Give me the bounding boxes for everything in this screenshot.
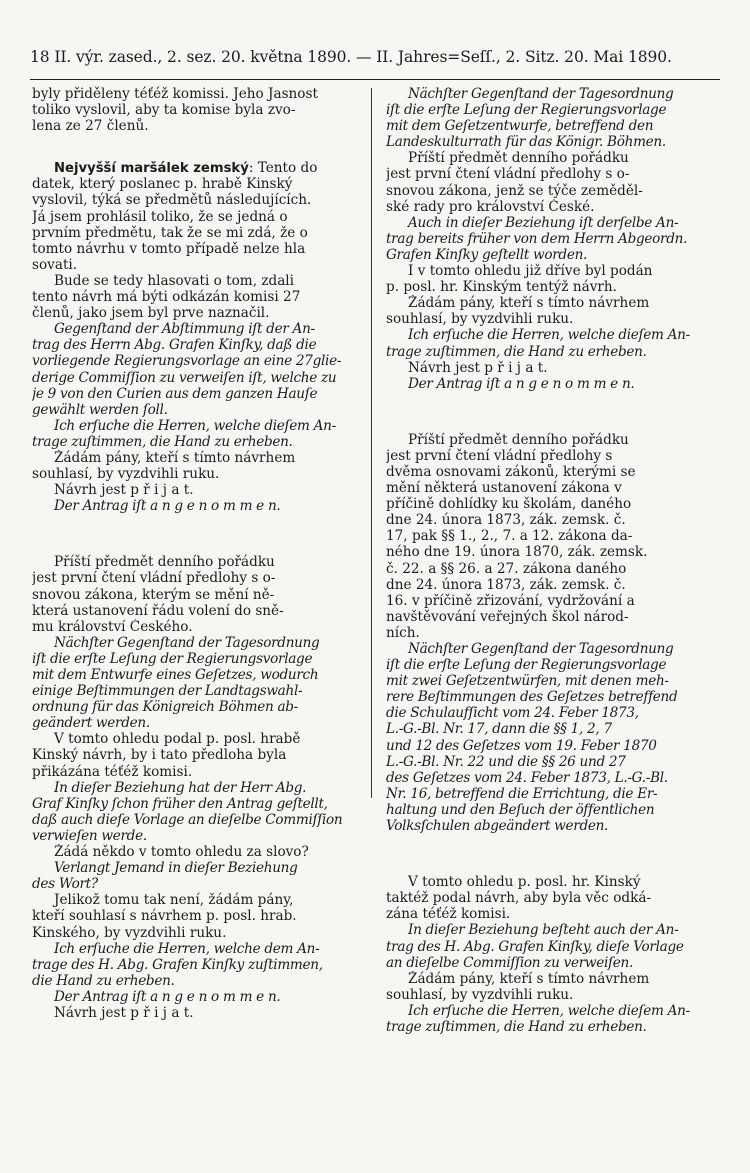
text-line: byly přiděleny téťéž komissi. Jeho Jasnost [32,86,318,102]
text-line: souhlasí, by vyzdvihli ruku. [386,311,574,328]
text-line: p. posl. hr. Kinským tentýž návrh. [386,279,617,296]
fraktur-text-line: mit dem Entwurfe eines Geſetzes, wodurch [32,667,319,683]
fraktur-text-line: derige Commiſſion zu verweiſen iſt, welche zu [32,369,337,386]
text-line: V tomto ohledu p. posl. hr. Kinský [408,874,641,891]
text-line: Kinský návrh, by i tato předloha byla [32,747,287,764]
text-line: 17, pak §§ 1., 2., 7. a 12. zákona da- [386,528,633,545]
fraktur-text-line: trag des Herrn Abg. Grafen Kinſky, daß die [32,337,317,354]
text-line: dvěma osnovami zákonů, kterými se [386,463,636,480]
text-line: zána téťéž komisi. [386,906,511,923]
fraktur-text-line: daß auch dieſe Vorlage an dieſelbe Commiſſion [32,811,343,828]
fraktur-text-line: je 9 von den Curien aus dem ganzen Hauſe [32,385,318,402]
text-line: prvním předmětu, tak že se mi zdá, že o [32,224,308,241]
text-line: dne 24. února 1873, zák. zemsk. č. [386,576,626,593]
text-line: taktéž podal návrh, aby byla věc odká- [386,890,652,907]
fraktur-text-line: Nächſter Gegenſtand der Tagesordnung [408,86,674,102]
text-line: vyslovil, týká se předmětů následujících. [32,192,312,209]
text-line: jest první čtení vládní předlohy s o- [386,166,630,183]
speech-text: : Tento do [248,160,318,177]
text-line: která ustanovení řádu volení do sně- [32,602,284,619]
fraktur-text-line: haltung und den Beſuch der öffentlichen [386,801,655,818]
text-line: tento návrh má býti odkázán komisi 27 [32,289,301,306]
fraktur-text-line: Landeskulturrath für das Königr. Böhmen. [386,134,666,151]
running-header: 18 II. výr. zased., 2. sez. 20. května 1890. — II. Jahres=Seſſ., 2. Sitz. 20. Mai 1890. [30,48,672,66]
fraktur-text-line: an dieſelbe Commiſſion zu verweiſen. [386,954,633,971]
text-line: dne 24. února 1873, zák. zemsk. č. [386,512,626,529]
fraktur-text-line: trage zuſtimmen, die Hand zu erheben. [386,343,647,360]
text-line: Žádá někdo v tomto ohledu za slovo? [54,844,309,861]
column-divider [371,88,372,798]
text-line: snovou zákona, kterým se mění ně- [32,586,275,603]
fraktur-text-line: verwieſen werde. [32,827,147,844]
text-line: V tomto ohledu podal p. posl. hrabě [54,731,301,748]
paragraph-gap [386,392,721,432]
fraktur-text-line: In dieſer Beziehung beſteht auch der An- [408,922,679,939]
header-rule [30,79,720,80]
fraktur-text-line: mit zwei Geſetzentwürfen, mit denen meh- [386,673,669,690]
text-line: snovou zákona, jenž se týče zeměděl- [386,182,643,199]
fraktur-text-line: L.-G.-Bl. Nr. 17, dann die §§ 1, 2, 7 [386,721,612,738]
fraktur-text-line: Ich erſuche die Herren, welche dieſem An- [408,327,690,344]
fraktur-text-line: iſt die erſte Leſung der Regierungsvorlage [386,102,667,119]
fraktur-text-line: geändert werden. [32,715,150,732]
text-line: Příští předmět denního pořádku [408,431,629,448]
text-line: souhlasí, by vyzdvihli ruku. [386,986,574,1003]
fraktur-text-line: vorliegende Regierungsvorlage an eine 27glie- [32,353,342,370]
fraktur-text-line: des Geſetzes vom 24. Feber 1873, L.-G.-Bl. [386,769,668,786]
fraktur-text-line: Der Antrag iſt a n g e n o m m e n. [408,375,635,392]
text-line: kteří souhlasí s návrhem p. posl. hrab. [32,908,297,925]
text-line: Návrh jest p ř i j a t. [54,482,194,499]
text-line: Příští předmět denního pořádku [408,150,629,167]
fraktur-text-line: trage des H. Abg. Grafen Kinſky zuſtimmen, [32,956,323,973]
fraktur-text-line: Der Antrag iſt a n g e n o m m e n. [54,988,281,1005]
fraktur-text-line: trage zuſtimmen, die Hand zu erheben. [386,1018,647,1035]
fraktur-text-line: In dieſer Beziehung hat der Herr Abg. [54,779,307,796]
fraktur-text-line: des Wort? [32,876,98,893]
text-line: Žádám pány, kteří s tímto návrhem [408,970,650,987]
text-line: Příští předmět denního pořádku [54,554,275,571]
fraktur-text-line: Gegenſtand der Abſtimmung iſt der An- [54,321,315,338]
fraktur-text-line: trag bereits früher von dem Herrn Abgeordn. [386,230,688,247]
fraktur-text-line: Grafen Kinſky geſtellt worden. [386,246,588,263]
paragraph-gap [386,834,721,874]
text-line: tomto návrhu v tomto případě nelze hla [32,240,306,257]
fraktur-text-line: Ich erſuche die Herren, welche dem An- [54,940,320,957]
fraktur-text-line: Graf Kinſky ſchon früher den Antrag geſtellt, [32,795,328,812]
text-line: mění některá ustanovení zákona v [386,480,622,497]
text-line: datek, který poslanec p. hrabě Kinský [32,176,293,193]
text-line: Návrh jest p ř i j a t. [54,1004,194,1021]
text-line: navštěvování veřejných škol národ- [386,608,629,625]
fraktur-text-line: und 12 des Geſetzes vom 19. Feber 1870 [386,737,657,754]
text-line: sovati. [32,256,78,273]
fraktur-text-line: ordnung für das Königreich Böhmen ab- [32,699,298,716]
text-line: 16. v příčině zřizování, vydržování a [386,592,635,609]
fraktur-text-line: Verlangt Jemand in dieſer Beziehung [54,860,298,877]
text-line: Bude se tedy hlasovati o tom, zdali [54,272,294,289]
fraktur-text-line: die Hand zu erheben. [32,972,175,989]
text-line [32,160,367,176]
text-line: Žádám pány, kteří s tímto návrhem [408,295,650,312]
text-line: jest první čtení vládní předlohy s o- [32,570,276,587]
fraktur-text-line: gewählt werden ſoll. [32,401,168,418]
text-line: ného dne 19. února 1870, zák. zemsk. [386,544,648,561]
text-line: přikázána téťéž komisi. [32,763,193,780]
text-line: Návrh jest p ř i j a t. [408,359,548,376]
speaker-name: Nejvyšší maršálek zemský [54,161,249,177]
fraktur-text-line: mit dem Geſetzentwurfe, betreffend den [386,118,654,135]
fraktur-text-line: die Schulaufſicht vom 24. Feber 1873, [386,705,639,722]
text-line: ské rady pro království České. [386,198,595,215]
right-column [386,86,721,1035]
fraktur-text-line: L.-G.-Bl. Nr. 22 und die §§ 26 und 27 [386,753,626,770]
text-line: lena ze 27 členů. [32,118,149,135]
text-line: souhlasí, by vyzdvihli ruku. [32,466,220,483]
text-line: ních. [386,624,420,641]
text-line: jest první čtení vládní předlohy s [386,447,613,464]
fraktur-text-line: iſt die erſte Leſung der Regierungsvorlage [32,650,313,667]
fraktur-text-line: trage zuſtimmen, die Hand zu erheben. [32,433,293,450]
text-line: Kinského, by vyzdvihli ruku. [32,924,227,941]
fraktur-text-line: Ich erſuche die Herren, welche dieſem An- [54,417,336,434]
paragraph-gap [32,514,367,554]
text-line: I v tomto ohledu již dříve byl podán [408,263,653,280]
text-line: č. 22. a §§ 26. a 27. zákona daného [386,560,627,577]
fraktur-text-line: einige Beſtimmungen der Landtagswahl- [32,683,303,700]
fraktur-text-line: Der Antrag iſt a n g e n o m m e n. [54,498,281,515]
text-line: toliko vyslovil, aby ta komise byla zvo- [32,102,296,119]
fraktur-text-line: Ich erſuche die Herren, welche dieſem An- [408,1002,690,1019]
text-line: Jelikož tomu tak není, žádám pány, [54,892,294,909]
fraktur-text-line: iſt die erſte Leſung der Regierungsvorlage [386,657,667,674]
fraktur-text-line: Volksſchulen abgeändert werden. [386,818,609,835]
fraktur-text-line: rere Beſtimmungen des Geſetzes betreffend [386,689,678,706]
text-line: Já jsem prohlásil toliko, že se jedná o [32,208,288,225]
text-line: Žádám pány, kteří s tímto návrhem [54,449,296,466]
fraktur-text-line: trag des H. Abg. Grafen Kinſky, dieſe Vorlage [386,938,684,955]
text-line: mu království Českého. [32,618,193,635]
fraktur-text-line: Nächſter Gegenſtand der Tagesordnung [408,641,674,657]
left-column [32,86,367,1021]
text-line: členů, jako jsem byl prve naznačil. [32,305,270,322]
fraktur-text-line: Nr. 16, betreffend die Errichtung, die Er- [386,785,658,802]
text-line: příčině dohlídky ku školám, daného [386,496,632,513]
fraktur-text-line: Nächſter Gegenſtand der Tagesordnung [54,634,320,651]
fraktur-text-line: Auch in dieſer Beziehung iſt derſelbe An- [408,214,679,231]
paragraph-gap [32,134,367,160]
